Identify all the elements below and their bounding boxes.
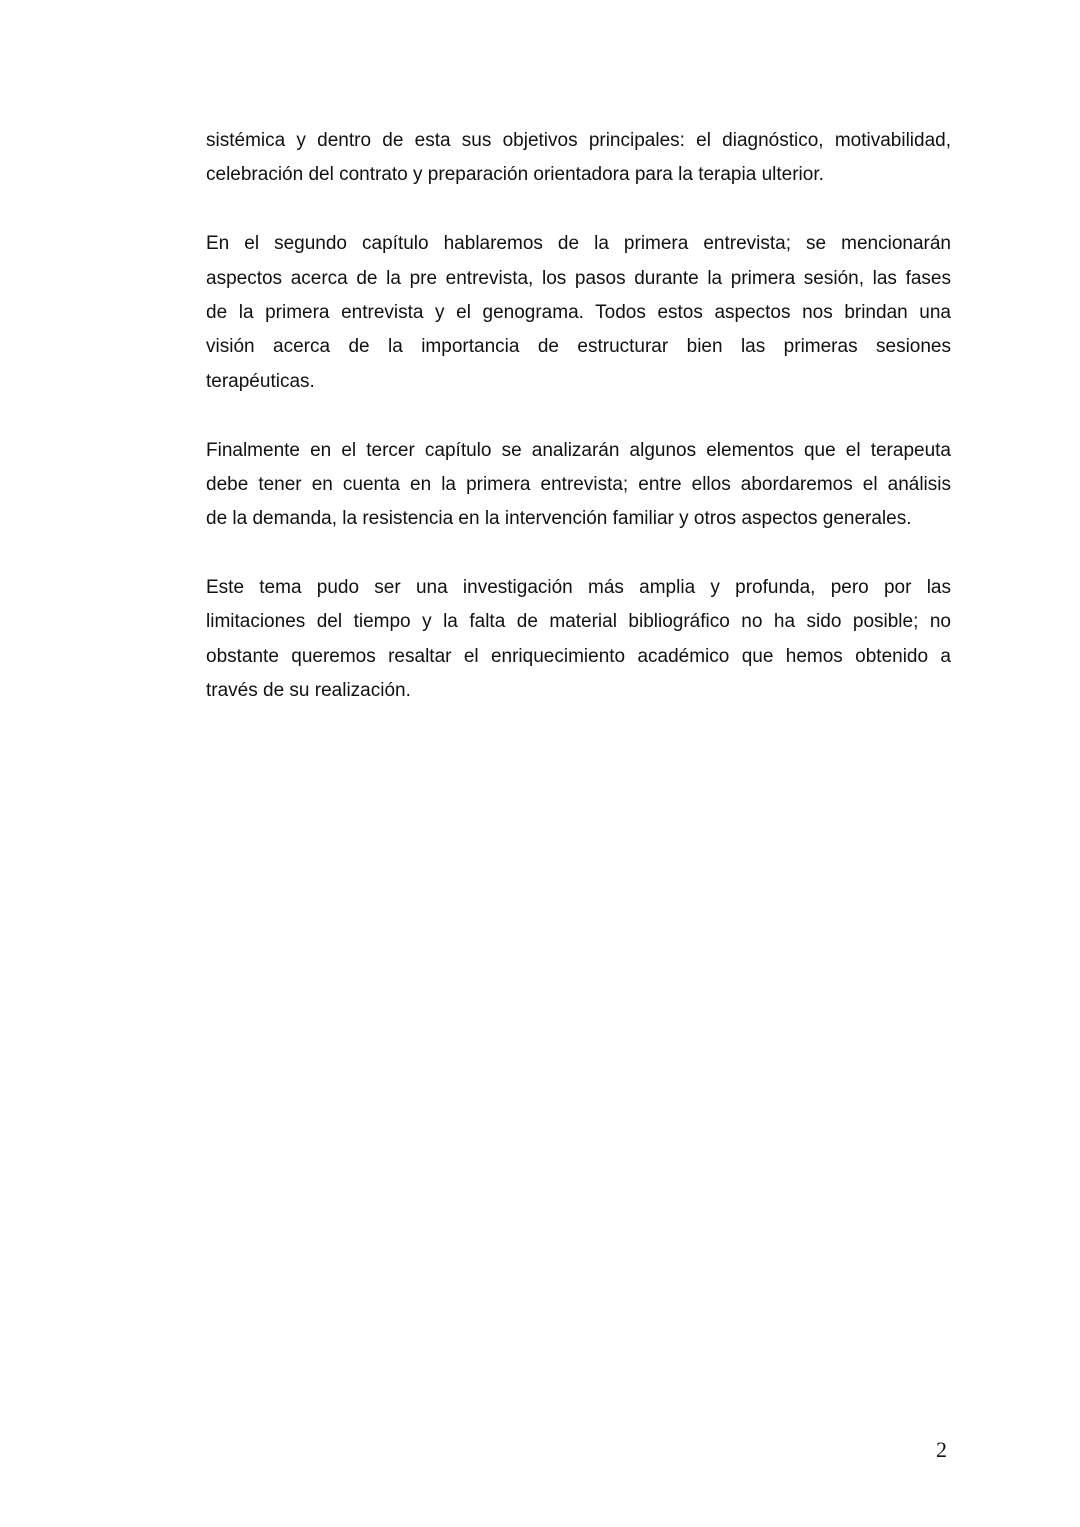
text-line: través de su realización.: [206, 680, 411, 702]
paragraph: [206, 434, 951, 537]
text-line: visión acerca de la importancia de estructurar bien las primeras sesiones: [206, 336, 951, 358]
text-line: de la demanda, la resistencia en la intervención familiar y otros aspectos generales.: [206, 508, 912, 530]
paragraph: [206, 227, 951, 399]
text-line: Este tema pudo ser una investigación más amplia y profunda, pero por las: [206, 577, 951, 599]
text-line: obstante queremos resaltar el enriquecimiento académico que hemos obtenido a: [206, 645, 951, 667]
text-line: sistémica y dentro de esta sus objetivos principales: el diagnóstico, motivabilidad,: [206, 130, 951, 151]
text-line: debe tener en cuenta en la primera entrevista; entre ellos abordaremos el análisis: [206, 473, 951, 495]
document-body: [206, 124, 951, 743]
text-line: celebración del contrato y preparación orientadora para la terapia ulterior.: [206, 164, 824, 186]
text-line: de la primera entrevista y el genograma. Todos estos aspectos nos brindan una: [206, 301, 951, 323]
page-number: 2: [936, 1437, 947, 1462]
text-line: terapéuticas.: [206, 370, 315, 392]
paragraph: [206, 124, 951, 193]
text-line: limitaciones del tiempo y la falta de material bibliográfico no ha sido posible; no: [206, 611, 951, 633]
text-line: Finalmente en el tercer capítulo se analizarán algunos elementos que el terapeuta: [206, 439, 951, 461]
text-line: aspectos acerca de la pre entrevista, los pasos durante la primera sesión, las fases: [206, 267, 951, 289]
text-line: En el segundo capítulo hablaremos de la primera entrevista; se mencionarán: [206, 233, 951, 255]
paragraph: [206, 571, 951, 709]
